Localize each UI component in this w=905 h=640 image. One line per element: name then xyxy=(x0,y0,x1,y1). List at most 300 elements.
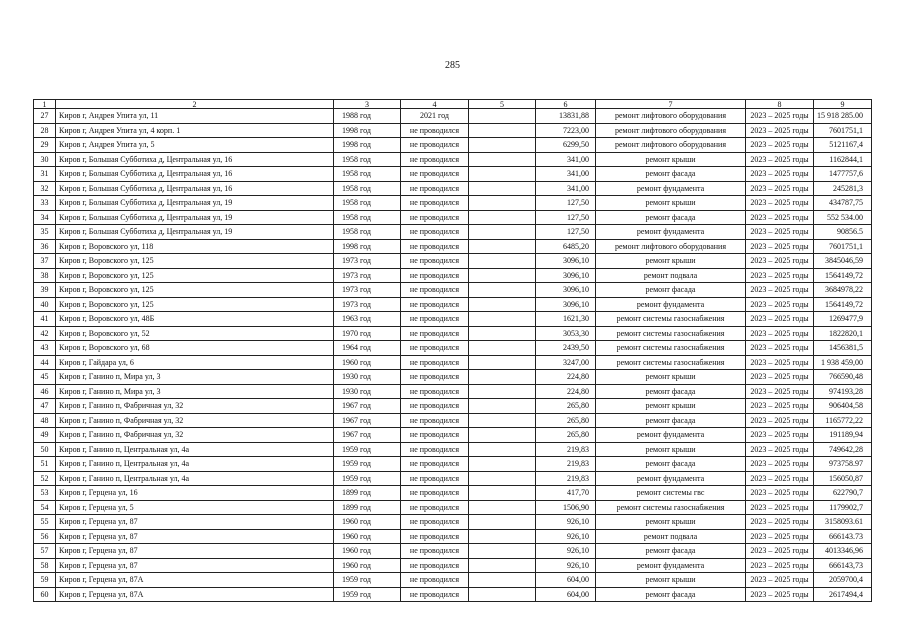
cell-last-repair: не проводился xyxy=(401,558,469,573)
cell-last-repair: не проводился xyxy=(401,239,469,254)
cell-num: 51 xyxy=(34,457,56,472)
cell-address: Киров г, Герцена ул, 87 xyxy=(56,529,334,544)
cell-area: 3053,30 xyxy=(536,326,596,341)
cell-period: 2023 – 2025 годы xyxy=(746,399,814,414)
table-row xyxy=(34,138,872,153)
cell-cost: 666143.73 xyxy=(814,529,872,544)
cell-build-year: 1930 год xyxy=(334,370,401,385)
cell-last-repair: не проводился xyxy=(401,413,469,428)
cell-area: 127,50 xyxy=(536,225,596,240)
cell-area: 341,00 xyxy=(536,167,596,182)
cell-period: 2023 – 2025 годы xyxy=(746,239,814,254)
cell-num: 50 xyxy=(34,442,56,457)
cell-last-repair: не проводился xyxy=(401,225,469,240)
cell-build-year: 1959 год xyxy=(334,457,401,472)
cell-build-year: 1958 год xyxy=(334,181,401,196)
cell-cost: 156050,87 xyxy=(814,471,872,486)
cell-cost: 3684978,22 xyxy=(814,283,872,298)
cell-num: 31 xyxy=(34,167,56,182)
table-row xyxy=(34,210,872,225)
cell-build-year: 1959 год xyxy=(334,471,401,486)
cell-period: 2023 – 2025 годы xyxy=(746,181,814,196)
header-cell-last-repair: 4 xyxy=(401,100,469,109)
header-cell-work-type: 7 xyxy=(596,100,746,109)
cell-cost: 3845046,59 xyxy=(814,254,872,269)
cell-cost: 191189,94 xyxy=(814,428,872,443)
cell-period: 2023 – 2025 годы xyxy=(746,515,814,530)
cell-work-type: ремонт крыши xyxy=(596,370,746,385)
cell-build-year: 1988 год xyxy=(334,109,401,124)
cell-work-type: ремонт фундамента xyxy=(596,181,746,196)
cell-num: 59 xyxy=(34,573,56,588)
cell-cost: 749642,28 xyxy=(814,442,872,457)
cell-col-5 xyxy=(469,341,536,356)
cell-num: 48 xyxy=(34,413,56,428)
cell-period: 2023 – 2025 годы xyxy=(746,254,814,269)
cell-period: 2023 – 2025 годы xyxy=(746,312,814,327)
cell-build-year: 1973 год xyxy=(334,283,401,298)
header-cell-period: 8 xyxy=(746,100,814,109)
table-row xyxy=(34,225,872,240)
cell-last-repair: не проводился xyxy=(401,486,469,501)
cell-address: Киров г, Воровского ул, 125 xyxy=(56,268,334,283)
cell-period: 2023 – 2025 годы xyxy=(746,210,814,225)
cell-cost: 2059700,4 xyxy=(814,573,872,588)
cell-area: 926,10 xyxy=(536,558,596,573)
table-row xyxy=(34,109,872,124)
table-row xyxy=(34,181,872,196)
table-row xyxy=(34,196,872,211)
cell-period: 2023 – 2025 годы xyxy=(746,486,814,501)
cell-num: 37 xyxy=(34,254,56,269)
cell-work-type: ремонт системы газоснабжения xyxy=(596,312,746,327)
cell-cost: 245281,3 xyxy=(814,181,872,196)
cell-last-repair: не проводился xyxy=(401,442,469,457)
cell-num: 36 xyxy=(34,239,56,254)
cell-col-5 xyxy=(469,239,536,254)
cell-area: 6485,20 xyxy=(536,239,596,254)
cell-work-type: ремонт системы гвс xyxy=(596,486,746,501)
cell-build-year: 1899 год xyxy=(334,486,401,501)
cell-work-type: ремонт фундамента xyxy=(596,297,746,312)
cell-area: 341,00 xyxy=(536,152,596,167)
cell-col-5 xyxy=(469,297,536,312)
cell-last-repair: не проводился xyxy=(401,428,469,443)
cell-num: 58 xyxy=(34,558,56,573)
cell-work-type: ремонт системы газоснабжения xyxy=(596,326,746,341)
cell-cost: 766590,48 xyxy=(814,370,872,385)
cell-build-year: 1958 год xyxy=(334,152,401,167)
cell-col-5 xyxy=(469,515,536,530)
cell-num: 43 xyxy=(34,341,56,356)
cell-work-type: ремонт лифтового оборудования xyxy=(596,109,746,124)
cell-work-type: ремонт крыши xyxy=(596,254,746,269)
cell-area: 417,70 xyxy=(536,486,596,501)
cell-address: Киров г, Герцена ул, 87А xyxy=(56,573,334,588)
table-row xyxy=(34,544,872,559)
cell-cost: 15 918 285.00 xyxy=(814,109,872,124)
cell-work-type: ремонт фасада xyxy=(596,457,746,472)
cell-address: Киров г, Герцена ул, 16 xyxy=(56,486,334,501)
cell-col-5 xyxy=(469,500,536,515)
cell-area: 3096,10 xyxy=(536,268,596,283)
cell-last-repair: не проводился xyxy=(401,515,469,530)
cell-address: Киров г, Воровского ул, 118 xyxy=(56,239,334,254)
cell-work-type: ремонт крыши xyxy=(596,196,746,211)
cell-work-type: ремонт фасада xyxy=(596,587,746,602)
cell-address: Киров г, Воровского ул, 52 xyxy=(56,326,334,341)
cell-last-repair: не проводился xyxy=(401,283,469,298)
cell-num: 33 xyxy=(34,196,56,211)
cell-period: 2023 – 2025 годы xyxy=(746,558,814,573)
cell-num: 45 xyxy=(34,370,56,385)
cell-address: Киров г, Ганино п, Фабричная ул, 32 xyxy=(56,399,334,414)
cell-area: 127,50 xyxy=(536,210,596,225)
cell-last-repair: 2021 год xyxy=(401,109,469,124)
cell-num: 55 xyxy=(34,515,56,530)
header-cell-area: 6 xyxy=(536,100,596,109)
cell-address: Киров г, Андрея Упита ул, 4 корп. 1 xyxy=(56,123,334,138)
cell-address: Киров г, Ганино п, Мира ул, 3 xyxy=(56,370,334,385)
cell-last-repair: не проводился xyxy=(401,254,469,269)
cell-period: 2023 – 2025 годы xyxy=(746,355,814,370)
cell-cost: 974193,28 xyxy=(814,384,872,399)
cell-col-5 xyxy=(469,152,536,167)
cell-num: 32 xyxy=(34,181,56,196)
table-row xyxy=(34,254,872,269)
header-cell-cost: 9 xyxy=(814,100,872,109)
cell-period: 2023 – 2025 годы xyxy=(746,573,814,588)
cell-work-type: ремонт системы газоснабжения xyxy=(596,500,746,515)
cell-num: 49 xyxy=(34,428,56,443)
cell-address: Киров г, Воровского ул, 125 xyxy=(56,254,334,269)
cell-area: 224,80 xyxy=(536,384,596,399)
cell-area: 926,10 xyxy=(536,515,596,530)
cell-col-5 xyxy=(469,312,536,327)
cell-area: 219,83 xyxy=(536,471,596,486)
cell-address: Киров г, Герцена ул, 87 xyxy=(56,558,334,573)
cell-build-year: 1960 год xyxy=(334,355,401,370)
cell-address: Киров г, Большая Субботиха д, Центральная ул, 19 xyxy=(56,210,334,225)
cell-last-repair: не проводился xyxy=(401,384,469,399)
cell-address: Киров г, Герцена ул, 87 xyxy=(56,515,334,530)
cell-last-repair: не проводился xyxy=(401,326,469,341)
cell-col-5 xyxy=(469,428,536,443)
cell-address: Киров г, Ганино п, Фабричная ул, 32 xyxy=(56,428,334,443)
cell-address: Киров г, Большая Субботиха д, Центральная ул, 16 xyxy=(56,152,334,167)
cell-last-repair: не проводился xyxy=(401,196,469,211)
cell-work-type: ремонт фасада xyxy=(596,544,746,559)
cell-build-year: 1960 год xyxy=(334,529,401,544)
table-row xyxy=(34,326,872,341)
cell-num: 46 xyxy=(34,384,56,399)
cell-area: 265,80 xyxy=(536,399,596,414)
cell-period: 2023 – 2025 годы xyxy=(746,544,814,559)
cell-cost: 90856.5 xyxy=(814,225,872,240)
table-row xyxy=(34,558,872,573)
cell-work-type: ремонт крыши xyxy=(596,573,746,588)
cell-cost: 1564149,72 xyxy=(814,297,872,312)
table-row xyxy=(34,297,872,312)
cell-address: Киров г, Ганино п, Центральная ул, 4а xyxy=(56,442,334,457)
cell-last-repair: не проводился xyxy=(401,181,469,196)
cell-area: 3096,10 xyxy=(536,283,596,298)
cell-col-5 xyxy=(469,268,536,283)
cell-build-year: 1967 год xyxy=(334,399,401,414)
cell-work-type: ремонт крыши xyxy=(596,399,746,414)
cell-num: 47 xyxy=(34,399,56,414)
cell-area: 604,00 xyxy=(536,587,596,602)
table-row xyxy=(34,370,872,385)
cell-col-5 xyxy=(469,544,536,559)
cell-col-5 xyxy=(469,399,536,414)
cell-num: 44 xyxy=(34,355,56,370)
cell-build-year: 1899 год xyxy=(334,500,401,515)
cell-address: Киров г, Большая Субботиха д, Центральная ул, 19 xyxy=(56,225,334,240)
cell-num: 39 xyxy=(34,283,56,298)
cell-area: 219,83 xyxy=(536,457,596,472)
header-cell-num: 1 xyxy=(34,100,56,109)
cell-work-type: ремонт лифтового оборудования xyxy=(596,138,746,153)
cell-num: 29 xyxy=(34,138,56,153)
cell-area: 224,80 xyxy=(536,370,596,385)
cell-col-5 xyxy=(469,370,536,385)
cell-last-repair: не проводился xyxy=(401,210,469,225)
cell-last-repair: не проводился xyxy=(401,370,469,385)
table-row xyxy=(34,123,872,138)
cell-last-repair: не проводился xyxy=(401,123,469,138)
cell-cost: 4013346,96 xyxy=(814,544,872,559)
cell-num: 30 xyxy=(34,152,56,167)
cell-area: 3096,10 xyxy=(536,254,596,269)
cell-address: Киров г, Андрея Упита ул, 11 xyxy=(56,109,334,124)
cell-work-type: ремонт фасада xyxy=(596,210,746,225)
cell-last-repair: не проводился xyxy=(401,399,469,414)
cell-build-year: 1960 год xyxy=(334,515,401,530)
table-row xyxy=(34,471,872,486)
cell-col-5 xyxy=(469,225,536,240)
cell-col-5 xyxy=(469,167,536,182)
cell-build-year: 1963 год xyxy=(334,312,401,327)
cell-period: 2023 – 2025 годы xyxy=(746,297,814,312)
cell-cost: 552 534.00 xyxy=(814,210,872,225)
cell-last-repair: не проводился xyxy=(401,457,469,472)
cell-area: 219,83 xyxy=(536,442,596,457)
cell-num: 56 xyxy=(34,529,56,544)
cell-col-5 xyxy=(469,181,536,196)
cell-period: 2023 – 2025 годы xyxy=(746,413,814,428)
cell-col-5 xyxy=(469,486,536,501)
table-row xyxy=(34,413,872,428)
cell-col-5 xyxy=(469,384,536,399)
cell-cost: 973758.97 xyxy=(814,457,872,472)
cell-address: Киров г, Воровского ул, 125 xyxy=(56,283,334,298)
cell-col-5 xyxy=(469,355,536,370)
cell-period: 2023 – 2025 годы xyxy=(746,283,814,298)
cell-cost: 622790,7 xyxy=(814,486,872,501)
cell-period: 2023 – 2025 годы xyxy=(746,138,814,153)
cell-work-type: ремонт фундамента xyxy=(596,471,746,486)
table-row xyxy=(34,442,872,457)
table-header-row xyxy=(34,100,872,109)
cell-area: 604,00 xyxy=(536,573,596,588)
table-row xyxy=(34,341,872,356)
cell-build-year: 1958 год xyxy=(334,196,401,211)
table-row xyxy=(34,457,872,472)
cell-build-year: 1998 год xyxy=(334,138,401,153)
cell-cost: 1 938 459,00 xyxy=(814,355,872,370)
header-cell-build-year: 3 xyxy=(334,100,401,109)
table-row xyxy=(34,587,872,602)
cell-cost: 1456381,5 xyxy=(814,341,872,356)
cell-cost: 1269477,9 xyxy=(814,312,872,327)
cell-work-type: ремонт крыши xyxy=(596,442,746,457)
cell-col-5 xyxy=(469,254,536,269)
cell-address: Киров г, Гайдара ул, 6 xyxy=(56,355,334,370)
cell-build-year: 1960 год xyxy=(334,558,401,573)
cell-cost: 2617494,4 xyxy=(814,587,872,602)
cell-address: Киров г, Воровского ул, 68 xyxy=(56,341,334,356)
cell-cost: 7601751,1 xyxy=(814,239,872,254)
cell-work-type: ремонт фундамента xyxy=(596,225,746,240)
cell-col-5 xyxy=(469,138,536,153)
cell-col-5 xyxy=(469,558,536,573)
cell-last-repair: не проводился xyxy=(401,544,469,559)
cell-period: 2023 – 2025 годы xyxy=(746,500,814,515)
cell-address: Киров г, Воровского ул, 125 xyxy=(56,297,334,312)
cell-area: 3247,00 xyxy=(536,355,596,370)
cell-area: 926,10 xyxy=(536,544,596,559)
cell-build-year: 1958 год xyxy=(334,210,401,225)
cell-work-type: ремонт фасада xyxy=(596,283,746,298)
cell-work-type: ремонт фасада xyxy=(596,413,746,428)
cell-build-year: 1973 год xyxy=(334,254,401,269)
cell-area: 13831,88 xyxy=(536,109,596,124)
cell-period: 2023 – 2025 годы xyxy=(746,268,814,283)
cell-last-repair: не проводился xyxy=(401,341,469,356)
cell-build-year: 1958 год xyxy=(334,225,401,240)
table-row xyxy=(34,384,872,399)
cell-last-repair: не проводился xyxy=(401,471,469,486)
cell-build-year: 1960 год xyxy=(334,544,401,559)
cell-col-5 xyxy=(469,442,536,457)
cell-period: 2023 – 2025 годы xyxy=(746,529,814,544)
cell-cost: 7601751,1 xyxy=(814,123,872,138)
cell-address: Киров г, Герцена ул, 87А xyxy=(56,587,334,602)
table-row xyxy=(34,428,872,443)
cell-period: 2023 – 2025 годы xyxy=(746,341,814,356)
cell-area: 2439,50 xyxy=(536,341,596,356)
cell-address: Киров г, Андрея Упита ул, 5 xyxy=(56,138,334,153)
cell-num: 41 xyxy=(34,312,56,327)
cell-num: 57 xyxy=(34,544,56,559)
cell-period: 2023 – 2025 годы xyxy=(746,152,814,167)
cell-col-5 xyxy=(469,109,536,124)
cell-period: 2023 – 2025 годы xyxy=(746,370,814,385)
cell-cost: 906404,58 xyxy=(814,399,872,414)
cell-build-year: 1959 год xyxy=(334,442,401,457)
cell-build-year: 1959 год xyxy=(334,573,401,588)
cell-work-type: ремонт фундамента xyxy=(596,428,746,443)
cell-num: 53 xyxy=(34,486,56,501)
cell-cost: 5121167,4 xyxy=(814,138,872,153)
cell-num: 54 xyxy=(34,500,56,515)
cell-build-year: 1998 год xyxy=(334,239,401,254)
cell-num: 60 xyxy=(34,587,56,602)
cell-num: 35 xyxy=(34,225,56,240)
cell-col-5 xyxy=(469,457,536,472)
cell-period: 2023 – 2025 годы xyxy=(746,167,814,182)
table-row xyxy=(34,515,872,530)
cell-build-year: 1998 год xyxy=(334,123,401,138)
cell-area: 127,50 xyxy=(536,196,596,211)
cell-build-year: 1930 год xyxy=(334,384,401,399)
cell-last-repair: не проводился xyxy=(401,268,469,283)
cell-work-type: ремонт подвала xyxy=(596,529,746,544)
cell-address: Киров г, Большая Субботиха д, Центральная ул, 16 xyxy=(56,181,334,196)
cell-col-5 xyxy=(469,123,536,138)
cell-cost: 434787,75 xyxy=(814,196,872,211)
cell-period: 2023 – 2025 годы xyxy=(746,109,814,124)
cell-address: Киров г, Большая Субботиха д, Центральная ул, 19 xyxy=(56,196,334,211)
cell-period: 2023 – 2025 годы xyxy=(746,225,814,240)
cell-area: 926,10 xyxy=(536,529,596,544)
table-row xyxy=(34,355,872,370)
cell-period: 2023 – 2025 годы xyxy=(746,457,814,472)
table-row xyxy=(34,268,872,283)
cell-last-repair: не проводился xyxy=(401,500,469,515)
cell-address: Киров г, Большая Субботиха д, Центральная ул, 16 xyxy=(56,167,334,182)
table-row xyxy=(34,239,872,254)
cell-build-year: 1964 год xyxy=(334,341,401,356)
cell-period: 2023 – 2025 годы xyxy=(746,442,814,457)
page-number: 285 xyxy=(445,60,460,71)
cell-num: 27 xyxy=(34,109,56,124)
table-row xyxy=(34,500,872,515)
header-cell-col-5: 5 xyxy=(469,100,536,109)
table-row xyxy=(34,167,872,182)
cell-last-repair: не проводился xyxy=(401,587,469,602)
cell-cost: 1822820,1 xyxy=(814,326,872,341)
table-row xyxy=(34,486,872,501)
table-body xyxy=(34,109,872,602)
cell-build-year: 1967 год xyxy=(334,428,401,443)
cell-cost: 1564149,72 xyxy=(814,268,872,283)
cell-last-repair: не проводился xyxy=(401,529,469,544)
cell-col-5 xyxy=(469,573,536,588)
cell-col-5 xyxy=(469,326,536,341)
cell-area: 265,80 xyxy=(536,413,596,428)
table-row xyxy=(34,152,872,167)
cell-cost: 666143,73 xyxy=(814,558,872,573)
cell-address: Киров г, Ганино п, Центральная ул, 4а xyxy=(56,471,334,486)
table-row xyxy=(34,573,872,588)
cell-work-type: ремонт лифтового оборудования xyxy=(596,123,746,138)
cell-last-repair: не проводился xyxy=(401,138,469,153)
cell-work-type: ремонт подвала xyxy=(596,268,746,283)
cell-build-year: 1970 год xyxy=(334,326,401,341)
cell-work-type: ремонт крыши xyxy=(596,152,746,167)
cell-cost: 1179902,7 xyxy=(814,500,872,515)
cell-address: Киров г, Герцена ул, 87 xyxy=(56,544,334,559)
cell-build-year: 1959 год xyxy=(334,587,401,602)
table-row xyxy=(34,283,872,298)
cell-area: 1506,90 xyxy=(536,500,596,515)
header-cell-address: 2 xyxy=(56,100,334,109)
cell-last-repair: не проводился xyxy=(401,152,469,167)
cell-num: 42 xyxy=(34,326,56,341)
cell-area: 265,80 xyxy=(536,428,596,443)
